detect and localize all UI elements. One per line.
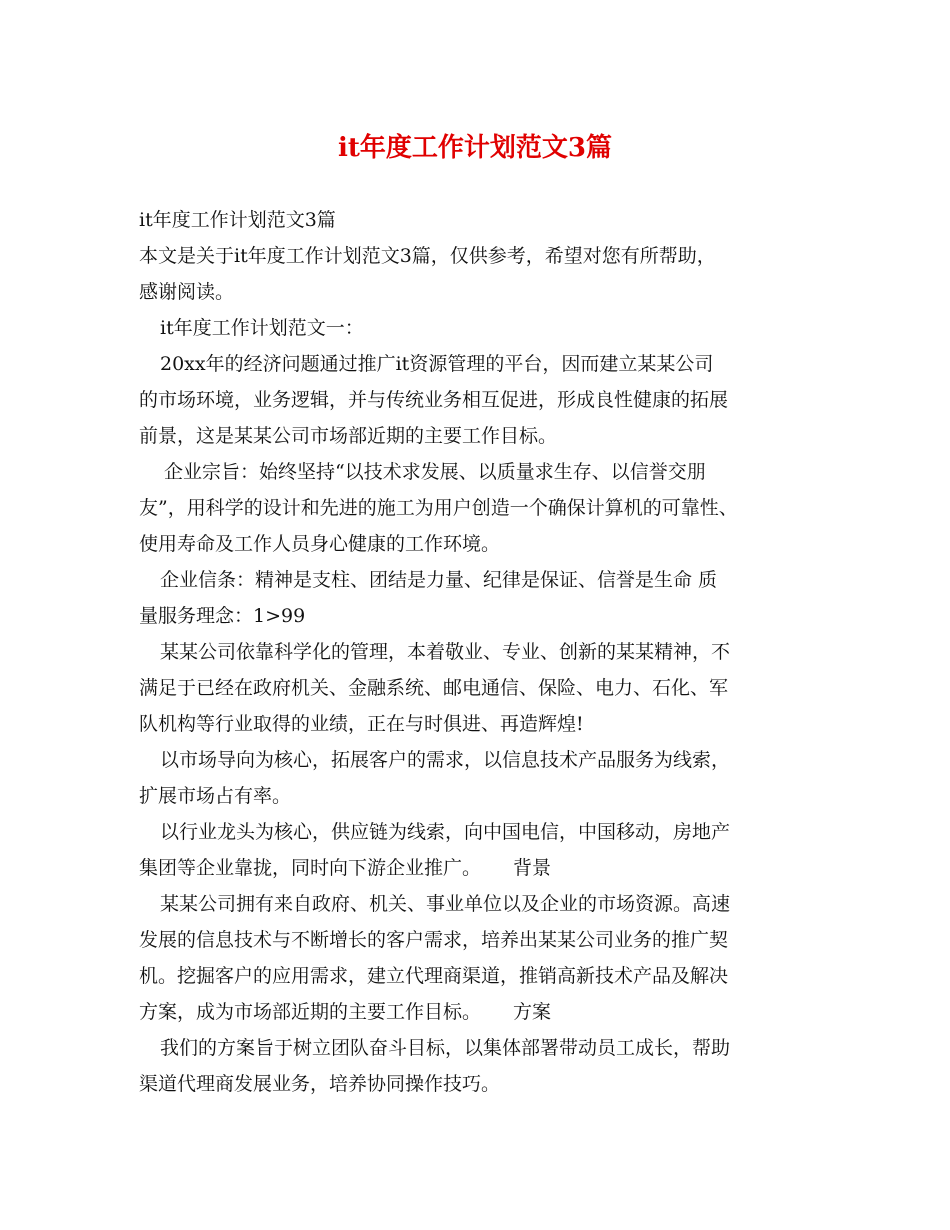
paragraph-line: 队机构等行业取得的业绩，正在与时俱进、再造辉煌!	[139, 713, 584, 735]
paragraph-line: 发展的信息技术与不断增长的客户需求，培养出某某公司业务的推广契	[139, 929, 729, 951]
paragraph-line: 机。挖掘客户的应用需求，建立代理商渠道，推销高新技术产品及解决	[139, 965, 729, 987]
paragraph-line: 渠道代理商发展业务，培养协同操作技巧。	[139, 1073, 501, 1095]
paragraph-line: 以市场导向为核心，拓展客户的需求，以信息技术产品服务为线索，	[160, 749, 731, 771]
paragraph-line: 的市场环境，业务逻辑，并与传统业务相互促进，形成良性健康的拓展	[139, 389, 729, 411]
paragraph-line: 扩展市场占有率。	[139, 785, 292, 807]
paragraph-line: 满足于已经在政府机关、金融系统、邮电通信、保险、电力、石化、军	[139, 677, 729, 699]
paragraph-line: 友”，用科学的设计和先进的施工为用户创造一个确保计算机的可靠性、	[139, 497, 738, 519]
paragraph-text: 方案，成为市场部近期的主要工作目标。	[139, 1001, 482, 1023]
paragraph-text: 集团等企业靠拢，同时向下游企业推广。	[139, 857, 482, 879]
inline-heading-plan: 方案	[513, 1001, 552, 1023]
paragraph-line: 20xx年的经济问题通过推广it资源管理的平台，因而建立某某公司	[160, 353, 714, 375]
paragraph-line-with-heading	[139, 994, 819, 1030]
paragraph-line: 以行业龙头为核心，供应链为线索，向中国电信，中国移动，房地产	[160, 821, 731, 843]
paragraph-line: 量服务理念：1>99	[139, 605, 306, 627]
paragraph-line: 前景，这是某某公司市场部近期的主要工作目标。	[139, 425, 558, 447]
paragraph-line: 本文是关于it年度工作计划范文3篇，仅供参考，希望对您有所帮助，	[139, 245, 716, 267]
subtitle-line: it年度工作计划范文3篇	[139, 209, 336, 231]
paragraph-line: 使用寿命及工作人员身心健康的工作环境。	[139, 533, 501, 555]
paragraph-line: 企业信条：精神是支柱、团结是力量、纪律是保证、信誉是生命 质	[160, 569, 718, 591]
section-heading: it年度工作计划范文一：	[160, 317, 364, 339]
paragraph-line-with-heading	[139, 850, 819, 886]
paragraph-line: 我们的方案旨于树立团队奋斗目标，以集体部署带动员工成长，帮助	[160, 1037, 731, 1059]
inline-heading-background: 背景	[513, 857, 552, 879]
paragraph-line: 感谢阅读。	[139, 281, 235, 303]
paragraph-line: 企业宗旨：始终坚持“以技术求发展、以质量求生存、以信誉交朋	[164, 461, 706, 483]
document-title: it年度工作计划范文3篇	[338, 133, 612, 163]
document-body	[139, 202, 819, 1102]
paragraph-line: 某某公司依靠科学化的管理，本着敬业、专业、创新的某某精神，不	[160, 641, 731, 663]
paragraph-line: 某某公司拥有来自政府、机关、事业单位以及企业的市场资源。高速	[160, 893, 731, 915]
